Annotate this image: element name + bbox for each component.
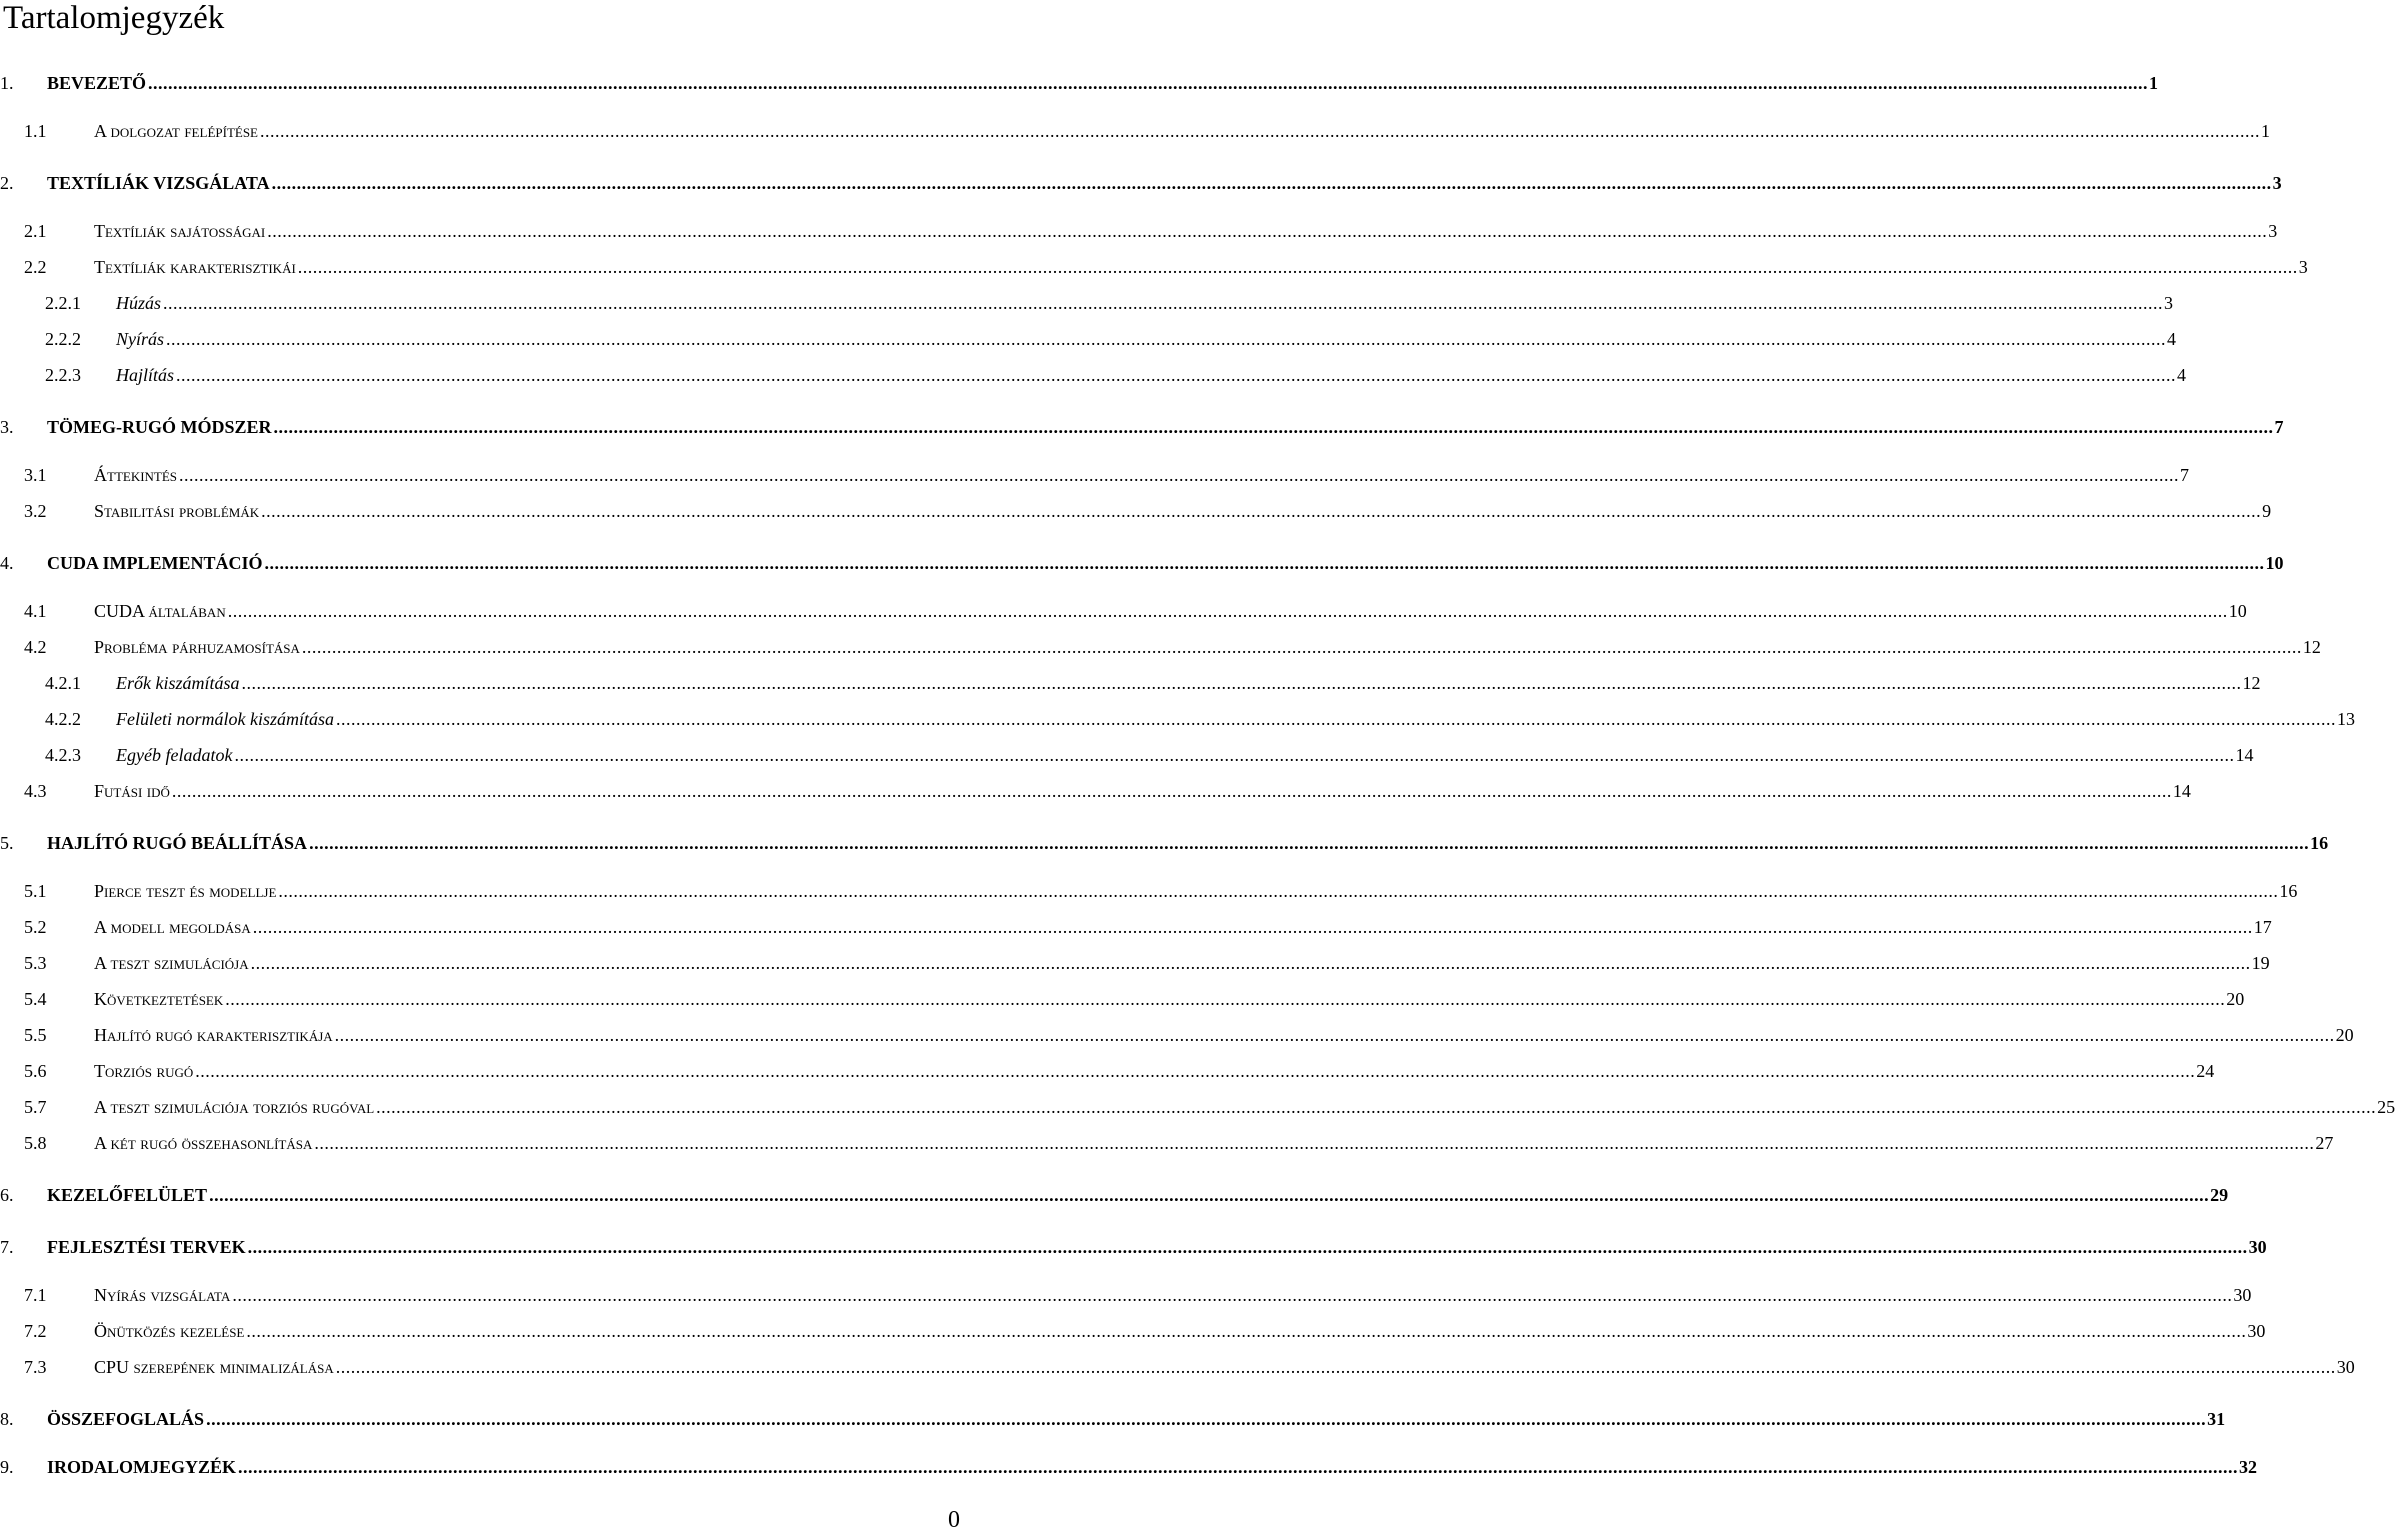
toc-leader-dots: ................................................................................................................................................................................................................................................................................................................................................................................................................ <box>206 1409 2207 1429</box>
toc-entry-number: 3.2 <box>24 501 47 521</box>
toc-entry-page: 7 <box>2180 465 2190 485</box>
toc-entry-page: 1 <box>2261 121 2270 141</box>
toc-entry-title: Következtetések <box>94 989 224 1009</box>
toc-entry-page: 10 <box>2228 601 2247 621</box>
toc-entry-title: KEZELŐFELÜLET <box>47 1185 208 1205</box>
toc-entry-page: 10 <box>2265 553 2284 573</box>
toc-entry-number: 3.1 <box>24 465 47 485</box>
toc-leader-dots: ................................................................................................................................................................................................................................................................................................................................................................................................................ <box>195 1061 2196 1081</box>
toc-leader-dots: ................................................................................................................................................................................................................................................................................................................................................................................................................ <box>335 709 2336 729</box>
toc-entry-title: Húzás <box>116 293 162 313</box>
toc-leader-dots: ................................................................................................................................................................................................................................................................................................................................................................................................................ <box>163 293 2164 313</box>
toc-entry-page: 3 <box>2298 257 2308 277</box>
toc-leader-dots: ................................................................................................................................................................................................................................................................................................................................................................................................................ <box>246 1321 2247 1341</box>
toc-entry-title: Probléma párhuzamosítása <box>94 637 300 657</box>
toc-entry-page: 16 <box>2310 833 2329 853</box>
toc-entry[interactable] <box>0 831 2329 855</box>
toc-entry[interactable] <box>0 255 2308 279</box>
toc-entry-number: 5. <box>0 833 14 853</box>
toc-entry-title: CPU szerepének minimalizálása <box>94 1357 334 1377</box>
toc-entry[interactable] <box>0 1095 2395 1119</box>
toc-entry-number: 5.8 <box>24 1133 47 1153</box>
toc-entry-number: 6. <box>0 1185 14 1205</box>
toc-entry-number: 5.4 <box>24 989 47 1009</box>
toc-leader-dots: ................................................................................................................................................................................................................................................................................................................................................................................................................ <box>179 465 2180 485</box>
toc-entry-page: 9 <box>2262 501 2272 521</box>
toc-entry-title: CUDA IMPLEMENTÁCIÓ <box>47 553 263 573</box>
toc-entry-title: A teszt szimulációja <box>94 953 249 973</box>
toc-leader-dots: ................................................................................................................................................................................................................................................................................................................................................................................................................ <box>247 1237 2248 1257</box>
toc-entry[interactable] <box>0 1059 2215 1083</box>
toc-entry-number: 2.2.3 <box>45 365 81 385</box>
toc-entry-number: 7.3 <box>24 1357 47 1377</box>
toc-entry-number: 4.2.1 <box>45 673 81 693</box>
toc-entry-page: 24 <box>2196 1061 2215 1081</box>
toc-entry-page: 12 <box>2302 637 2321 657</box>
toc-leader-dots: ................................................................................................................................................................................................................................................................................................................................................................................................................ <box>264 553 2265 573</box>
toc-entry-number: 5.3 <box>24 953 47 973</box>
toc-entry-title: Önütközés kezelése <box>94 1321 245 1341</box>
toc-entry-page: 29 <box>2210 1185 2229 1205</box>
toc-leader-dots: ................................................................................................................................................................................................................................................................................................................................................................................................................ <box>171 781 2172 801</box>
toc-entry-title: BEVEZETŐ <box>47 73 147 93</box>
toc-leader-dots: ................................................................................................................................................................................................................................................................................................................................................................................................................ <box>234 745 2235 765</box>
toc-entry[interactable] <box>0 1319 2266 1343</box>
toc-entry-page: 30 <box>2233 1285 2252 1305</box>
toc-entry-page: 27 <box>2315 1133 2334 1153</box>
toc-entry-page: 13 <box>2336 709 2355 729</box>
toc-entry[interactable] <box>0 551 2284 575</box>
toc-leader-dots: ................................................................................................................................................................................................................................................................................................................................................................................................................ <box>238 1457 2239 1477</box>
toc-entry-title: IRODALOMJEGYZÉK <box>47 1457 237 1477</box>
toc-entry-title: A teszt szimulációja torziós rugóval <box>94 1097 375 1117</box>
toc-entry[interactable] <box>0 879 2298 903</box>
toc-leader-dots: ................................................................................................................................................................................................................................................................................................................................................................................................................ <box>278 881 2279 901</box>
toc-entry-page: 3 <box>2164 293 2174 313</box>
toc-leader-dots: ................................................................................................................................................................................................................................................................................................................................................................................................................ <box>273 417 2274 437</box>
toc-entry-title: Felületi normálok kiszámítása <box>116 709 334 729</box>
toc-entry-page: 31 <box>2207 1409 2226 1429</box>
toc-entry[interactable] <box>0 1183 2229 1207</box>
toc-entry-page: 30 <box>2336 1357 2355 1377</box>
toc-entry-title: Egyéb feladatok <box>116 745 233 765</box>
toc-entry[interactable] <box>0 1235 2267 1259</box>
toc-entry-number: 8. <box>0 1409 14 1429</box>
toc-entry-page: 32 <box>2239 1457 2258 1477</box>
toc-entry-page: 14 <box>2235 745 2254 765</box>
toc-entry-title: Hajlító rugó karakterisztikája <box>94 1025 333 1045</box>
toc-entry[interactable] <box>0 1407 2226 1431</box>
toc-leader-dots: ................................................................................................................................................................................................................................................................................................................................................................................................................ <box>267 221 2268 241</box>
toc-entry-title: Textíliák sajátosságai <box>94 221 266 241</box>
toc-entry-number: 4.3 <box>24 781 47 801</box>
toc-entry-number: 4.2 <box>24 637 47 657</box>
toc-entry-title: CUDA általában <box>94 601 226 621</box>
toc-entry-page: 4 <box>2167 329 2177 349</box>
toc-entry-title: Nyírás vizsgálata <box>94 1285 231 1305</box>
toc-entry-title: Áttekintés <box>94 465 178 485</box>
toc-leader-dots: ................................................................................................................................................................................................................................................................................................................................................................................................................ <box>309 833 2310 853</box>
toc-entry[interactable] <box>0 1455 2258 1479</box>
toc-entry-title: Pierce teszt és modellje <box>94 881 277 901</box>
toc-entry-number: 5.6 <box>24 1061 47 1081</box>
toc-entry[interactable] <box>0 779 2191 803</box>
toc-entry-page: 4 <box>2177 365 2187 385</box>
toc-entry-number: 7.2 <box>24 1321 47 1341</box>
toc-leader-dots: ................................................................................................................................................................................................................................................................................................................................................................................................................ <box>176 365 2177 385</box>
toc-entry-page: 17 <box>2253 917 2272 937</box>
toc-entry-page: 7 <box>2274 417 2284 437</box>
toc-entry-title: FEJLESZTÉSI TERVEK <box>47 1237 246 1257</box>
page-title: Tartalomjegyzék <box>3 0 225 36</box>
toc-leader-dots: ................................................................................................................................................................................................................................................................................................................................................................................................................ <box>227 601 2228 621</box>
toc-entry-page: 1 <box>2149 73 2159 93</box>
toc-entry[interactable] <box>0 171 2282 195</box>
toc-entry[interactable] <box>0 743 2254 767</box>
toc-entry-title: Erők kiszámítása <box>116 673 240 693</box>
toc-leader-dots: ................................................................................................................................................................................................................................................................................................................................................................................................................ <box>232 1285 2233 1305</box>
toc-entry-number: 5.7 <box>24 1097 47 1117</box>
toc-entry[interactable] <box>0 327 2177 351</box>
toc-entry[interactable] <box>0 599 2247 623</box>
toc-entry-number: 5.2 <box>24 917 47 937</box>
toc-entry[interactable] <box>0 499 2272 523</box>
toc-entry-number: 2. <box>0 173 14 193</box>
toc-entry-number: 4.2.2 <box>45 709 81 729</box>
toc-entry-number: 1. <box>0 73 14 93</box>
toc-entry-number: 7. <box>0 1237 14 1257</box>
toc-leader-dots: ................................................................................................................................................................................................................................................................................................................................................................................................................ <box>166 329 2167 349</box>
toc-entry-title: Textíliák karakterisztikái <box>94 257 296 277</box>
toc-entry-title: A dolgozat felépítése <box>94 121 258 141</box>
toc-leader-dots: ................................................................................................................................................................................................................................................................................................................................................................................................................ <box>271 173 2272 193</box>
toc-entry-number: 5.5 <box>24 1025 47 1045</box>
toc-leader-dots: ................................................................................................................................................................................................................................................................................................................................................................................................................ <box>334 1025 2335 1045</box>
toc-entry-number: 2.2.2 <box>45 329 81 349</box>
toc-entry[interactable] <box>0 1131 2334 1155</box>
toc-entry-number: 4.1 <box>24 601 47 621</box>
toc-entry[interactable] <box>0 119 2270 143</box>
toc-entry-number: 4. <box>0 553 14 573</box>
toc-entry-number: 2.1 <box>24 221 47 241</box>
toc-leader-dots: ................................................................................................................................................................................................................................................................................................................................................................................................................ <box>297 257 2298 277</box>
toc-entry-page: 20 <box>2226 989 2245 1009</box>
toc-entry-page: 12 <box>2242 673 2261 693</box>
toc-entry-page: 19 <box>2251 953 2270 973</box>
toc-entry-number: 4.2.3 <box>45 745 81 765</box>
toc-entry-page: 3 <box>2272 173 2282 193</box>
toc-leader-dots: ................................................................................................................................................................................................................................................................................................................................................................................................................ <box>260 121 2260 141</box>
page-number: 0 <box>948 1507 960 1533</box>
toc-entry-title: Stabilitási problémák <box>94 501 260 521</box>
toc-leader-dots: ................................................................................................................................................................................................................................................................................................................................................................................................................ <box>261 501 2262 521</box>
toc-entry[interactable] <box>0 415 2284 439</box>
toc-entry-number: 2.2.1 <box>45 293 81 313</box>
toc-entry-page: 20 <box>2335 1025 2354 1045</box>
toc-entry[interactable] <box>0 915 2272 939</box>
toc-leader-dots: ................................................................................................................................................................................................................................................................................................................................................................................................................ <box>301 637 2302 657</box>
toc-entry[interactable] <box>0 71 2159 95</box>
toc-leader-dots: ................................................................................................................................................................................................................................................................................................................................................................................................................ <box>241 673 2242 693</box>
toc-leader-dots: ................................................................................................................................................................................................................................................................................................................................................................................................................ <box>252 917 2253 937</box>
toc-entry[interactable] <box>0 1283 2252 1307</box>
toc-entry[interactable] <box>0 1355 2355 1379</box>
toc-entry-title: HAJLÍTÓ RUGÓ BEÁLLÍTÁSA <box>47 833 308 853</box>
toc-entry[interactable] <box>0 987 2245 1011</box>
toc-leader-dots: ................................................................................................................................................................................................................................................................................................................................................................................................................ <box>250 953 2251 973</box>
toc-leader-dots: ................................................................................................................................................................................................................................................................................................................................................................................................................ <box>225 989 2226 1009</box>
toc-entry[interactable] <box>0 1023 2354 1047</box>
toc-leader-dots: ................................................................................................................................................................................................................................................................................................................................................................................................................ <box>335 1357 2336 1377</box>
toc-entry[interactable] <box>0 635 2321 659</box>
toc-entry-page: 3 <box>2268 221 2278 241</box>
toc-entry-page: 30 <box>2248 1237 2267 1257</box>
toc-entry[interactable] <box>0 951 2270 975</box>
toc-entry[interactable] <box>0 363 2187 387</box>
toc-entry[interactable] <box>0 707 2355 731</box>
toc-leader-dots: ................................................................................................................................................................................................................................................................................................................................................................................................................ <box>148 73 2149 93</box>
toc-entry-number: 5.1 <box>24 881 47 901</box>
toc-entry-title: Hajlítás <box>116 365 175 385</box>
toc-entry[interactable] <box>0 219 2278 243</box>
toc-leader-dots: ................................................................................................................................................................................................................................................................................................................................................................................................................ <box>209 1185 2210 1205</box>
toc-entry-title: A két rugó összehasonlítása <box>94 1133 313 1153</box>
toc-entry-number: 1.1 <box>24 121 47 141</box>
toc-entry-page: 30 <box>2247 1321 2266 1341</box>
toc-entry-page: 14 <box>2172 781 2191 801</box>
toc-entry-number: 3. <box>0 417 14 437</box>
toc-entry-title: A modell megoldása <box>94 917 251 937</box>
toc-leader-dots: ................................................................................................................................................................................................................................................................................................................................................................................................................ <box>376 1097 2377 1117</box>
toc-entry-number: 9. <box>0 1457 14 1477</box>
toc-entry[interactable] <box>0 291 2174 315</box>
toc-entry-page: 16 <box>2279 881 2298 901</box>
toc-entry-title: ÖSSZEFOGLALÁS <box>47 1409 205 1429</box>
toc-entry-title: TÖMEG-RUGÓ MÓDSZER <box>47 417 272 437</box>
toc-entry[interactable] <box>0 671 2261 695</box>
toc-entry-title: Torziós rugó <box>94 1061 194 1081</box>
toc-entry-title: TEXTÍLIÁK VIZSGÁLATA <box>47 173 270 193</box>
toc-entry-page: 25 <box>2377 1097 2395 1117</box>
toc-leader-dots: ................................................................................................................................................................................................................................................................................................................................................................................................................ <box>314 1133 2315 1153</box>
toc-entry-title: Nyírás <box>116 329 165 349</box>
toc-entry-title: Futási idő <box>94 781 170 801</box>
toc-entry-number: 2.2 <box>24 257 47 277</box>
toc-entry[interactable] <box>0 463 2190 487</box>
toc-entry-number: 7.1 <box>24 1285 47 1305</box>
